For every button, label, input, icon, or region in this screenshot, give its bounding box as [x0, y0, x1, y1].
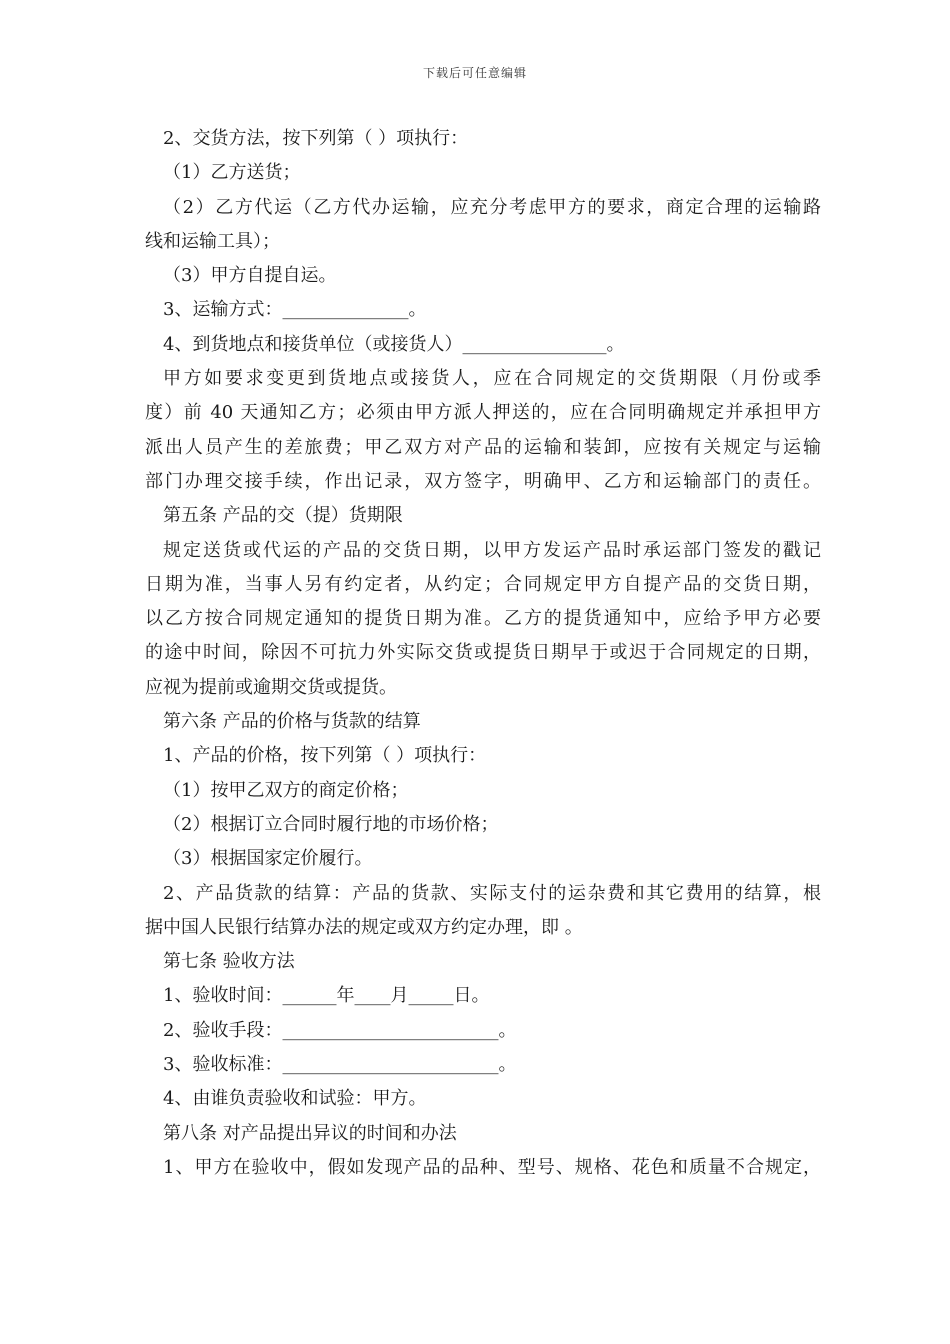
document-line: 度）前 40 天通知乙方；必须由甲方派人押送的，应在合同明确规定并承担甲方 — [145, 402, 821, 424]
document-line: （2）乙方代运（乙方代办运输，应充分考虑甲方的要求，商定合理的运输路 — [163, 196, 821, 218]
document-line: 1、甲方在验收中，假如发现产品的品种、型号、规格、花色和质量不合规定， — [163, 1156, 821, 1178]
document-line: 第七条 验收方法 — [163, 951, 295, 973]
document-line: 以乙方按合同规定通知的提货日期为准。乙方的提货通知中，应给予甲方必要 — [145, 608, 821, 630]
document-line: 第五条 产品的交（提）货期限 — [163, 505, 403, 527]
document-line: 3、验收标准：________________________。 — [163, 1054, 517, 1076]
document-line: 规定送货或代运的产品的交货日期，以甲方发运产品时承运部门签发的戳记 — [163, 539, 821, 561]
document-line: 部门办理交接手续，作出记录，双方签字，明确甲、乙方和运输部门的责任。 — [145, 470, 821, 492]
document-line: 的途中时间，除因不可抗力外实际交货或提货日期早于或迟于合同规定的日期， — [145, 642, 821, 664]
document-line: （1）按甲乙双方的商定价格； — [163, 779, 409, 801]
document-line: 2、验收手段：________________________。 — [163, 1019, 517, 1041]
document-line: 第六条 产品的价格与货款的结算 — [163, 711, 421, 733]
document-line: 线和运输工具）； — [145, 230, 280, 252]
document-line: 4、由谁负责验收和试验：甲方。 — [163, 1088, 427, 1110]
document-line: 据中国人民银行结算办法的规定或双方约定办理，即 。 — [145, 916, 583, 938]
page-header-note: 下载后可任意编辑 — [422, 66, 527, 80]
document-line: （1）乙方送货； — [163, 162, 301, 184]
document-line: 日期为准，当事人另有约定者，从约定；合同规定甲方自提产品的交货日期， — [145, 573, 821, 595]
document-line: 1、验收时间：______年____月_____日。 — [163, 985, 490, 1007]
document-body — [145, 122, 821, 1185]
document-line: 3、运输方式：______________。 — [163, 299, 427, 321]
document-line: 1、产品的价格，按下列第（ ）项执行： — [163, 745, 487, 767]
document-line: 2、交货方法，按下列第（ ）项执行： — [163, 128, 469, 149]
document-line: 派出人员产生的差旅费；甲乙双方对产品的运输和装卸，应按有关规定与运输 — [145, 436, 821, 458]
document-line: 第八条 对产品提出异议的时间和办法 — [163, 1122, 457, 1144]
document-line: （2）根据订立合同时履行地的市场价格； — [163, 813, 499, 835]
document-line: （3）根据国家定价履行。 — [163, 848, 373, 870]
document-line: 甲方如要求变更到货地点或接货人，应在合同规定的交货期限（月份或季 — [163, 368, 821, 390]
document-line: 2、产品货款的结算：产品的货款、实际支付的运杂费和其它费用的结算，根 — [163, 882, 821, 904]
document-line: 应视为提前或逾期交货或提货。 — [145, 676, 397, 698]
document-line: 4、到货地点和接货单位（或接货人）________________。 — [163, 333, 625, 355]
document-line: （3）甲方自提自运。 — [163, 265, 337, 287]
